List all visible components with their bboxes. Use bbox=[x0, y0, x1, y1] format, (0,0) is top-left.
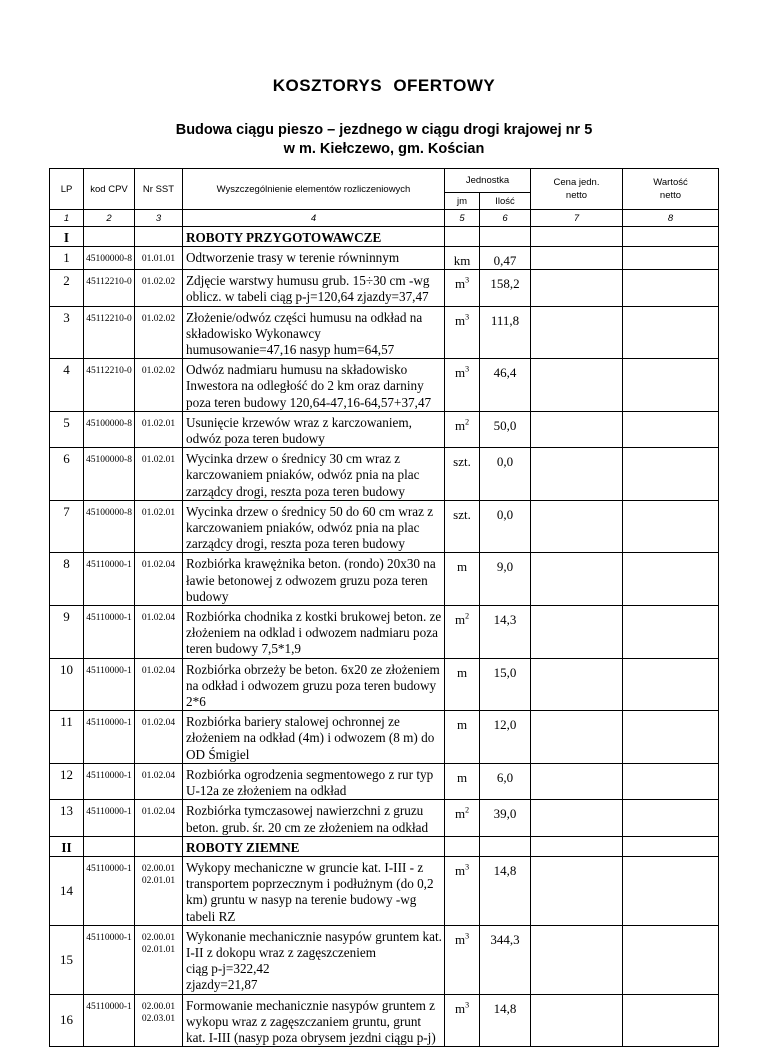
column-number: 4 bbox=[183, 210, 445, 227]
row-number: 8 bbox=[50, 553, 84, 606]
quantity: 14,8 bbox=[480, 856, 531, 925]
unit-price-cell[interactable] bbox=[531, 856, 623, 925]
quantity: 9,0 bbox=[480, 553, 531, 606]
item-description: Rozbiórka ogrodzenia segmentowego z rur typ U-12a ze złożeniem na odkład bbox=[183, 763, 445, 799]
quantity: 14,8 bbox=[480, 994, 531, 1047]
document-subtitle-line1: Budowa ciągu pieszo – jezdnego w ciągu drogi krajowej nr 5 bbox=[175, 122, 593, 138]
header-jm: jm bbox=[445, 193, 480, 210]
cpv-code: 45100000-8 bbox=[84, 411, 135, 447]
net-value-cell[interactable] bbox=[623, 994, 719, 1047]
net-value-cell[interactable] bbox=[623, 500, 719, 553]
unit: m bbox=[454, 612, 466, 628]
cpv-code: 45110000-1 bbox=[84, 658, 135, 711]
table-row bbox=[50, 500, 719, 553]
quantity: 50,0 bbox=[480, 411, 531, 447]
quantity: 0,47 bbox=[480, 247, 531, 270]
sst-number: 01.02.02 bbox=[135, 359, 183, 412]
unit-price-cell[interactable] bbox=[531, 306, 623, 359]
unit: m bbox=[454, 365, 466, 381]
header-description: Wyszczególnienie elementów rozliczeniowych bbox=[183, 169, 445, 210]
cpv-code: 45110000-1 bbox=[84, 553, 135, 606]
item-description: Rozbiórka chodnika z kostki brukowej beton. ze złożeniem na odklad i odwozem nadmiaru poza teren budowy 7,5*1,9 bbox=[183, 606, 445, 659]
header-unit-group: Jednostka bbox=[445, 169, 531, 193]
cpv-code: 45110000-1 bbox=[84, 711, 135, 764]
unit-price-cell[interactable] bbox=[531, 553, 623, 606]
row-number: 11 bbox=[50, 711, 84, 764]
quantity: 15,0 bbox=[480, 658, 531, 711]
unit-cell bbox=[445, 411, 480, 447]
unit-exponent: 3 bbox=[465, 931, 470, 941]
table-row bbox=[50, 247, 719, 270]
unit: m bbox=[454, 417, 466, 433]
cpv-code: 45112210-0 bbox=[84, 306, 135, 359]
net-value-cell[interactable] bbox=[623, 606, 719, 659]
table-row bbox=[50, 763, 719, 799]
cpv-code: 45110000-1 bbox=[84, 925, 135, 994]
table-row bbox=[50, 553, 719, 606]
row-number: 3 bbox=[50, 306, 84, 359]
net-value-cell[interactable] bbox=[623, 658, 719, 711]
unit: m bbox=[454, 806, 466, 822]
net-value-cell[interactable] bbox=[623, 359, 719, 412]
unit-price-cell[interactable] bbox=[531, 763, 623, 799]
header-net-value: Wartość netto bbox=[623, 169, 719, 210]
sst-number: 01.02.01 bbox=[135, 500, 183, 553]
sst-number: 01.02.04 bbox=[135, 711, 183, 764]
unit-cell bbox=[445, 270, 480, 306]
sst-number: 01.01.01 bbox=[135, 247, 183, 270]
quantity: 6,0 bbox=[480, 763, 531, 799]
unit: m bbox=[454, 312, 466, 328]
unit-price-cell[interactable] bbox=[531, 800, 623, 836]
row-number: 2 bbox=[50, 270, 84, 306]
unit: m bbox=[456, 717, 468, 733]
unit-cell bbox=[445, 994, 480, 1047]
net-value-cell[interactable] bbox=[623, 711, 719, 764]
row-number: 6 bbox=[50, 448, 84, 501]
column-number: 1 bbox=[50, 210, 84, 227]
row-number: 4 bbox=[50, 359, 84, 412]
net-value-cell[interactable] bbox=[623, 763, 719, 799]
item-description: Wykopy mechaniczne w gruncie kat. I-III - z transportem poprzecznym i podłużnym (do 0,2 km) gruntu w nasyp na terenie budowy -wg tabeli RZ bbox=[183, 856, 445, 925]
column-number: 3 bbox=[135, 210, 183, 227]
unit: km bbox=[453, 253, 471, 269]
row-number: 14 bbox=[50, 856, 84, 925]
table-row bbox=[50, 994, 719, 1047]
column-number: 5 bbox=[445, 210, 480, 227]
unit: m bbox=[454, 1000, 466, 1016]
table-row bbox=[50, 800, 719, 836]
unit-price-cell[interactable] bbox=[531, 359, 623, 412]
quantity: 12,0 bbox=[480, 711, 531, 764]
section-title: ROBOTY ZIEMNE bbox=[183, 836, 445, 856]
empty-cell bbox=[531, 227, 623, 247]
unit-exponent: 2 bbox=[465, 611, 470, 621]
header-kod-cpv: kod CPV bbox=[84, 169, 135, 210]
item-description: Zdjęcie warstwy humusu grub. 15÷30 cm -wg oblicz. w tabeli ciąg p-j=120,64 zjazdy=37,47 bbox=[183, 270, 445, 306]
unit-cell bbox=[445, 856, 480, 925]
unit: m bbox=[454, 931, 466, 947]
empty-cell bbox=[84, 836, 135, 856]
unit-price-cell[interactable] bbox=[531, 247, 623, 270]
unit-cell bbox=[445, 658, 480, 711]
table-row bbox=[50, 658, 719, 711]
header-unit-price: Cena jedn. netto bbox=[531, 169, 623, 210]
unit-price-cell[interactable] bbox=[531, 925, 623, 994]
empty-cell bbox=[445, 836, 480, 856]
net-value-cell[interactable] bbox=[623, 411, 719, 447]
row-number: 16 bbox=[50, 994, 84, 1047]
row-number: 12 bbox=[50, 763, 84, 799]
item-description: Wycinka drzew o średnicy 50 do 60 cm wraz z karczowaniem pniaków, odwóz pnia na plac zarządcy drogi, reszta poza teren budowy bbox=[183, 500, 445, 553]
unit-exponent: 3 bbox=[465, 862, 470, 872]
cpv-code: 45112210-0 bbox=[84, 270, 135, 306]
sst-number: 01.02.01 bbox=[135, 411, 183, 447]
quantity: 0,0 bbox=[480, 500, 531, 553]
row-number: 1 bbox=[50, 247, 84, 270]
row-number: 9 bbox=[50, 606, 84, 659]
unit-price-cell[interactable] bbox=[531, 500, 623, 553]
column-number: 7 bbox=[531, 210, 623, 227]
unit-price-cell[interactable] bbox=[531, 658, 623, 711]
item-description: Odwóz nadmiaru humusu na składowisko Inwestora na odległość do 2 km oraz darniny poza teren budowy 120,64-47,16-64,57+37,47 bbox=[183, 359, 445, 412]
table-row bbox=[50, 606, 719, 659]
section-row bbox=[50, 227, 719, 247]
cpv-code: 45100000-8 bbox=[84, 247, 135, 270]
table-row bbox=[50, 411, 719, 447]
net-value-cell[interactable] bbox=[623, 306, 719, 359]
unit-cell bbox=[445, 925, 480, 994]
item-description: Wycinka drzew o średnicy 30 cm wraz z karczowaniem pniaków, odwóz pnia na plac zarządcy drogi, reszta poza teren budowy bbox=[183, 448, 445, 501]
item-description: Rozbiórka tymczasowej nawierzchni z gruzu beton. grub. śr. 20 cm ze złożeniem na odkład bbox=[183, 800, 445, 836]
quantity: 344,3 bbox=[480, 925, 531, 994]
cost-estimate-table bbox=[49, 168, 719, 1047]
empty-cell bbox=[480, 836, 531, 856]
net-value-cell[interactable] bbox=[623, 925, 719, 994]
table-row bbox=[50, 270, 719, 306]
unit-cell bbox=[445, 763, 480, 799]
cpv-code: 45110000-1 bbox=[84, 606, 135, 659]
sst-number: 01.02.04 bbox=[135, 553, 183, 606]
net-value-cell[interactable] bbox=[623, 553, 719, 606]
empty-cell bbox=[135, 227, 183, 247]
unit-price-cell[interactable] bbox=[531, 994, 623, 1047]
row-number: 13 bbox=[50, 800, 84, 836]
document-subtitle-line2: w m. Kiełczewo, gm. Kościan bbox=[283, 141, 485, 157]
unit-cell bbox=[445, 800, 480, 836]
section-number: I bbox=[50, 227, 84, 247]
row-number: 10 bbox=[50, 658, 84, 711]
item-description: Rozbiórka bariery stalowej ochronnej ze złożeniem na odkład (4m) i odwozem (8 m) do OD Śmigiel bbox=[183, 711, 445, 764]
column-number-row bbox=[50, 210, 719, 227]
quantity: 0,0 bbox=[480, 448, 531, 501]
row-number: 15 bbox=[50, 925, 84, 994]
unit: m bbox=[454, 862, 466, 878]
quantity: 111,8 bbox=[480, 306, 531, 359]
unit-price-cell[interactable] bbox=[531, 711, 623, 764]
sst-number: 01.02.04 bbox=[135, 763, 183, 799]
net-value-cell[interactable] bbox=[623, 800, 719, 836]
unit-exponent: 2 bbox=[465, 417, 470, 427]
sst-number: 01.02.04 bbox=[135, 658, 183, 711]
unit: m bbox=[456, 664, 468, 680]
item-description: Odtworzenie trasy w terenie równinnym bbox=[183, 247, 445, 270]
sst-number: 01.02.04 bbox=[135, 800, 183, 836]
sst-number: 01.02.02 bbox=[135, 270, 183, 306]
unit-price-cell[interactable] bbox=[531, 606, 623, 659]
unit: szt. bbox=[453, 506, 471, 522]
table-row bbox=[50, 306, 719, 359]
empty-cell bbox=[445, 227, 480, 247]
quantity: 14,3 bbox=[480, 606, 531, 659]
header-lp: LP bbox=[50, 169, 84, 210]
sst-number: 01.02.01 bbox=[135, 448, 183, 501]
unit-price-cell[interactable] bbox=[531, 411, 623, 447]
unit-cell bbox=[445, 606, 480, 659]
table-row bbox=[50, 711, 719, 764]
empty-cell bbox=[84, 227, 135, 247]
cpv-code: 45110000-1 bbox=[84, 763, 135, 799]
unit-exponent: 3 bbox=[465, 275, 470, 285]
unit-cell bbox=[445, 306, 480, 359]
table-row bbox=[50, 448, 719, 501]
cpv-code: 45100000-8 bbox=[84, 448, 135, 501]
cpv-code: 45110000-1 bbox=[84, 800, 135, 836]
unit-price-cell[interactable] bbox=[531, 270, 623, 306]
section-row bbox=[50, 836, 719, 856]
column-number: 8 bbox=[623, 210, 719, 227]
column-number: 6 bbox=[480, 210, 531, 227]
sst-number: 01.02.04 bbox=[135, 606, 183, 659]
quantity: 46,4 bbox=[480, 359, 531, 412]
unit-cell bbox=[445, 448, 480, 501]
section-number: II bbox=[50, 836, 84, 856]
item-description: Rozbiórka krawężnika beton. (rondo) 20x30 na ławie betonowej z odwozem gruzu poza teren budowy bbox=[183, 553, 445, 606]
empty-cell bbox=[623, 227, 719, 247]
empty-cell bbox=[623, 836, 719, 856]
table-row bbox=[50, 925, 719, 994]
table-row bbox=[50, 856, 719, 925]
column-number: 2 bbox=[84, 210, 135, 227]
quantity: 39,0 bbox=[480, 800, 531, 836]
unit-cell bbox=[445, 500, 480, 553]
item-description: Wykonanie mechanicznie nasypów gruntem kat. I-II z dokopu wraz z zagęszczeniem ciąg p-j=322,42 zjazdy=21,87 bbox=[183, 925, 445, 994]
item-description: Formowanie mechanicznie nasypów gruntem z wykopu wraz z zagęszczaniem gruntu, grunt kat. I-III (nasyp poza obrysem jezdni ciągu p-j) bbox=[183, 994, 445, 1047]
net-value-cell[interactable] bbox=[623, 448, 719, 501]
quantity: 158,2 bbox=[480, 270, 531, 306]
cpv-code: 45110000-1 bbox=[84, 856, 135, 925]
sst-number: 01.02.02 bbox=[135, 306, 183, 359]
row-number: 5 bbox=[50, 411, 84, 447]
item-description: Rozbiórka obrzeży be beton. 6x20 ze złożeniem na odkład i odwozem gruzu poza teren budowy 2*6 bbox=[183, 658, 445, 711]
unit-price-cell[interactable] bbox=[531, 448, 623, 501]
item-description: Usunięcie krzewów wraz z karczowaniem, odwóz poza teren budowy bbox=[183, 411, 445, 447]
header-nr-sst: Nr SST bbox=[135, 169, 183, 210]
unit-cell bbox=[445, 553, 480, 606]
unit-cell bbox=[445, 711, 480, 764]
net-value-cell[interactable] bbox=[623, 856, 719, 925]
unit-cell bbox=[445, 359, 480, 412]
unit-exponent: 3 bbox=[465, 364, 470, 374]
cpv-code: 45112210-0 bbox=[84, 359, 135, 412]
unit: m bbox=[454, 276, 466, 292]
cpv-code: 45110000-1 bbox=[84, 994, 135, 1047]
section-title: ROBOTY PRZYGOTOWAWCZE bbox=[183, 227, 445, 247]
header-quantity: Ilość bbox=[480, 193, 531, 210]
unit-exponent: 3 bbox=[465, 1000, 470, 1010]
sst-number: 02.00.01 02.01.01 bbox=[135, 925, 183, 994]
sst-number: 02.00.01 02.03.01 bbox=[135, 994, 183, 1047]
unit: szt. bbox=[453, 454, 471, 470]
sst-number: 02.00.01 02.01.01 bbox=[135, 856, 183, 925]
net-value-cell[interactable] bbox=[623, 247, 719, 270]
item-description: Złożenie/odwóz części humusu na odkład na składowisko Wykonawcy humusowanie=47,16 nasyp hum=64,57 bbox=[183, 306, 445, 359]
net-value-cell[interactable] bbox=[623, 270, 719, 306]
document-title: KOSZTORYS OFERTOWY bbox=[272, 76, 496, 95]
unit-cell bbox=[445, 247, 480, 270]
row-number: 7 bbox=[50, 500, 84, 553]
empty-cell bbox=[135, 836, 183, 856]
unit-exponent: 2 bbox=[465, 805, 470, 815]
table-row bbox=[50, 359, 719, 412]
empty-cell bbox=[480, 227, 531, 247]
empty-cell bbox=[531, 836, 623, 856]
cpv-code: 45100000-8 bbox=[84, 500, 135, 553]
unit: m bbox=[456, 559, 468, 575]
unit-exponent: 3 bbox=[465, 312, 470, 322]
unit: m bbox=[456, 769, 468, 785]
